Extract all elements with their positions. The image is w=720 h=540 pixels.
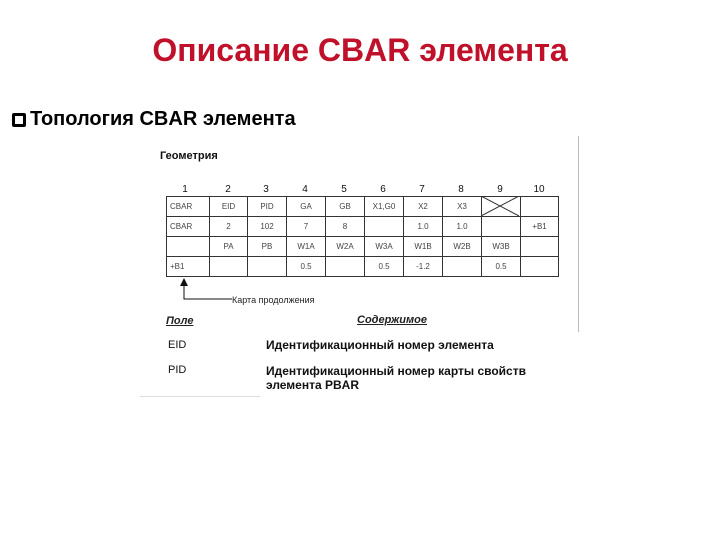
table-cell: 1.0 [404,217,443,237]
column-number: 3 [263,184,269,195]
figure-border-line [578,136,579,332]
column-number: 1 [182,184,188,195]
table-cell [521,197,559,217]
bullet-item [12,108,296,131]
content-column-header: Содержимое [357,314,427,326]
table-cell: W2B [443,237,482,257]
table-cell: 0.5 [482,257,521,277]
table-cell: 1.0 [443,217,482,237]
table-cell: PA [210,237,248,257]
table-cell [443,257,482,277]
table-cell: CBAR [167,217,210,237]
field-description-pid: Идентификационный номер карты свойств элемента PBAR [266,364,526,392]
table-cell: +B1 [167,257,210,277]
table-cell: 2 [210,217,248,237]
column-number: 8 [458,184,464,195]
table-cell [326,257,365,277]
column-number: 4 [302,184,308,195]
table-cell: PID [248,197,287,217]
column-number: 9 [497,184,503,195]
table-cell: W3B [482,237,521,257]
field-column-header: Поле [166,315,194,327]
column-number: 7 [419,184,425,195]
geometry-label: Геометрия [160,150,218,162]
table-cell: 102 [248,217,287,237]
table-cell: W1A [287,237,326,257]
field-name-eid: EID [168,339,187,351]
table-cell: 0.5 [287,257,326,277]
table-cell: X1,G0 [365,197,404,217]
table-cell: 8 [326,217,365,237]
table-cell: CBAR [167,197,210,217]
slide-title: Описание CBAR элемента [152,32,568,68]
table-cell: GA [287,197,326,217]
table-cell [248,257,287,277]
column-number: 6 [380,184,386,195]
table-cell: W2A [326,237,365,257]
table-cell: PB [248,237,287,257]
table-cell [365,217,404,237]
field-name-pid: PID [168,364,187,376]
table-cell [521,237,559,257]
table-cell [521,257,559,277]
table-cell [167,237,210,257]
table-row [167,257,559,277]
continuation-arrow-icon [176,278,236,306]
column-number: 2 [225,184,231,195]
table-row [167,237,559,257]
continuation-label: Карта продолжения [232,295,315,305]
table-cell: GB [326,197,365,217]
table-cell: W3A [365,237,404,257]
table-cell: 0.5 [365,257,404,277]
table-row [167,217,559,237]
figure-border-line [140,396,260,397]
column-number: 10 [533,184,545,195]
bullet-text: Топология CBAR элемента [30,108,296,130]
table-cell [482,217,521,237]
table-cell: X2 [404,197,443,217]
table-cell [210,257,248,277]
table-cell: 7 [287,217,326,237]
field-description-eid: Идентификационный номер элемента [266,338,494,352]
cross-out-icon [481,196,519,216]
table-cell: +B1 [521,217,559,237]
table-cell: -1.2 [404,257,443,277]
table-cell: X3 [443,197,482,217]
table-cell: EID [210,197,248,217]
table-cell: W1B [404,237,443,257]
checkbox-bullet-icon [12,113,26,127]
column-number: 5 [341,184,347,195]
